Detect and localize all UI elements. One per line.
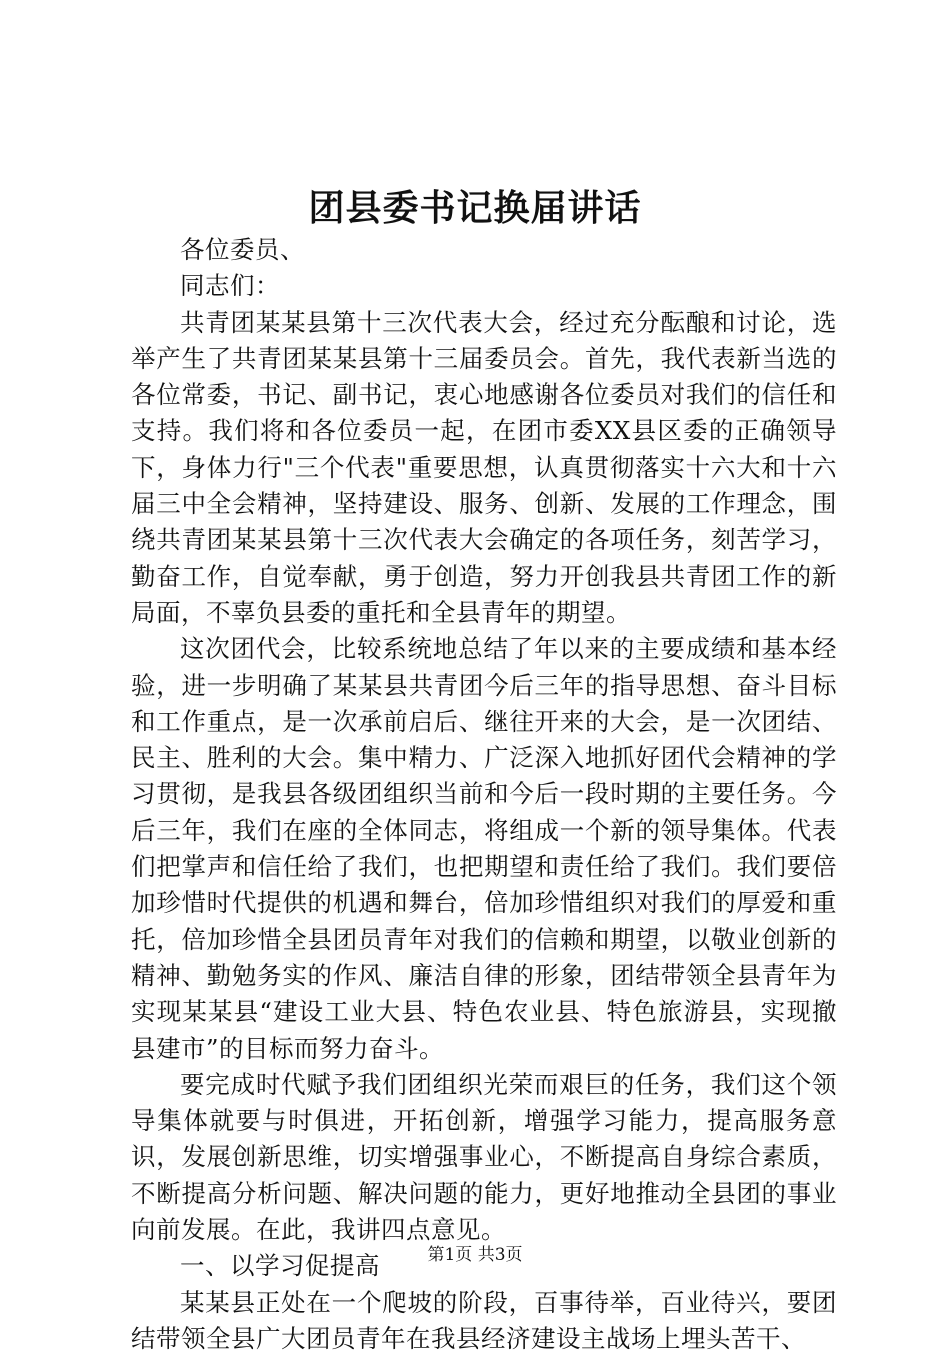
salutation-line: 同志们：	[180, 271, 280, 301]
page-number: 第1页	[427, 1245, 473, 1265]
document-title: 团县委书记换届讲话	[308, 187, 642, 229]
document-body	[131, 232, 837, 1357]
page-total: 共3页	[477, 1245, 523, 1265]
body-paragraph: 共青团某某县第十三次代表大会，经过充分酝酿和讨论，选举产生了共青团某某县第十三届委员会。首先，我代表新当选的各位常委，书记、副书记，衷心地感谢各位委员对我们的信任和支持。我们将和各位委员一起，在团市委XX县区委的正确领导下，身体力行"三个代表"重要思想，认真贯彻落实十六大和十六届三中全会精神，坚持建设、服务、创新、发展的工作理念，围绕共青团某某县第十三次代表大会确定的各项任务，刻苦学习，勤奋工作，自觉奉献，勇于创造，努力开创我县共青团工作的新局面，不辜负县委的重托和全县青年的期望。	[131, 307, 837, 627]
body-paragraph: 某某县正处在一个爬坡的阶段，百事待举，百业待兴，要团结带领全县广大团员青年在我县经济建设主战场上埋头苦干、	[131, 1287, 837, 1353]
body-paragraph: 这次团代会，比较系统地总结了年以来的主要成绩和基本经验，进一步明确了某某县共青团今后三年的指导思想、奋斗目标和工作重点，是一次承前启后、继往开来的大会，是一次团结、民主、胜利的大会。集中精力、广泛深入地抓好团代会精神的学习贯彻，是我县各级团组织当前和今后一段时期的主要任务。今后三年，我们在座的全体同志，将组成一个新的领导集体。代表们把掌声和信任给了我们，也把期望和责任给了我们。我们要倍加珍惜时代提供的机遇和舞台，倍加珍惜组织对我们的厚爱和重托，倍加珍惜全县团员青年对我们的信赖和期望，以敬业创新的精神、勤勉务实的作风、廉洁自律的形象，团结带领全县青年为实现某某县“建设工业大县、特色农业县、特色旅游县，实现撤县建市”的目标而努力奋斗。	[131, 634, 837, 1063]
body-paragraph: 要完成时代赋予我们团组织光荣而艰巨的任务，我们这个领导集体就要与时俱进，开拓创新，增强学习能力，提高服务意识，发展创新思维，切实增强事业心，不断提高自身综合素质，不断提高分析问题、解决问题的能力，更好地推动全县团的事业向前发展。在此，我讲四点意见。	[131, 1069, 837, 1245]
salutation-line: 各位委员、	[180, 235, 305, 264]
section-heading: 一、以学习促提高	[180, 1251, 380, 1281]
page-footer	[0, 1244, 950, 1266]
